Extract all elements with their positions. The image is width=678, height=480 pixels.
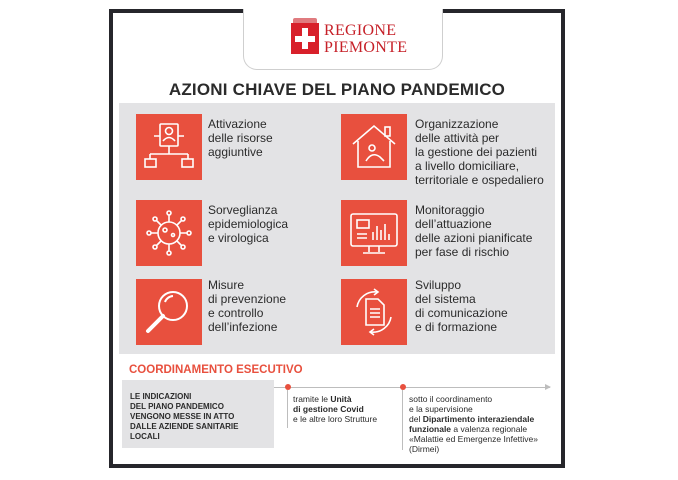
virus-icon (136, 200, 202, 266)
timeline-line (274, 387, 550, 388)
organization-chart-icon (136, 114, 202, 180)
coordination-title: COORDINAMENTO ESECUTIVO (129, 364, 303, 376)
timeline-dot (285, 384, 291, 390)
magnifier-icon (136, 279, 202, 345)
coordination-step-units: tramite le Unità di gestione Covid e le altre loro Strutture (293, 394, 378, 424)
coordination-step-dirmei: sotto il coordinamento e la supervisione del Dipartimento interaziendale funzionale a valenza regionale «Malattie ed Emergenze Infettive» (Dirmei) (409, 394, 538, 454)
action-label-prevention: Misure di prevenzione e controllo dell’infezione (208, 278, 287, 334)
document-cycle-icon (341, 279, 407, 345)
monitor-chart-icon (341, 200, 407, 266)
logo-header (243, 9, 443, 70)
house-patient-icon (341, 114, 407, 180)
page-title: AZIONI CHIAVE DEL PIANO PANDEMICO (168, 80, 506, 99)
action-label-monitoring: Monitoraggio dell’attuazione delle azioni pianificate per fase di rischio (415, 203, 533, 259)
infographic-frame (109, 9, 565, 468)
coordination-box: LE INDICAZIONI DEL PIANO PANDEMICO VENGONO MESSE IN ATTO DALLE AZIENDE SANITARIE LOCALI (122, 380, 274, 448)
action-label-surveillance: Sorveglianza epidemiologica e virologica (208, 203, 289, 245)
timeline-arrow-icon (545, 384, 551, 390)
action-label-resources: Attivazione delle risorse aggiuntive (208, 117, 273, 159)
action-label-organization: Organizzazione delle attività per la gestione dei pazienti a livello domiciliare, territoriale e ospedaliero (415, 117, 544, 187)
action-label-communication: Sviluppo del sistema di comunicazione e di formazione (415, 278, 508, 334)
timeline-connector (402, 390, 403, 450)
regione-shield-icon (291, 23, 319, 54)
timeline-dot (400, 384, 406, 390)
timeline-connector (287, 390, 288, 428)
actions-panel (119, 103, 555, 354)
regione-piemonte-logo: REGIONE PIEMONTE (324, 22, 408, 56)
